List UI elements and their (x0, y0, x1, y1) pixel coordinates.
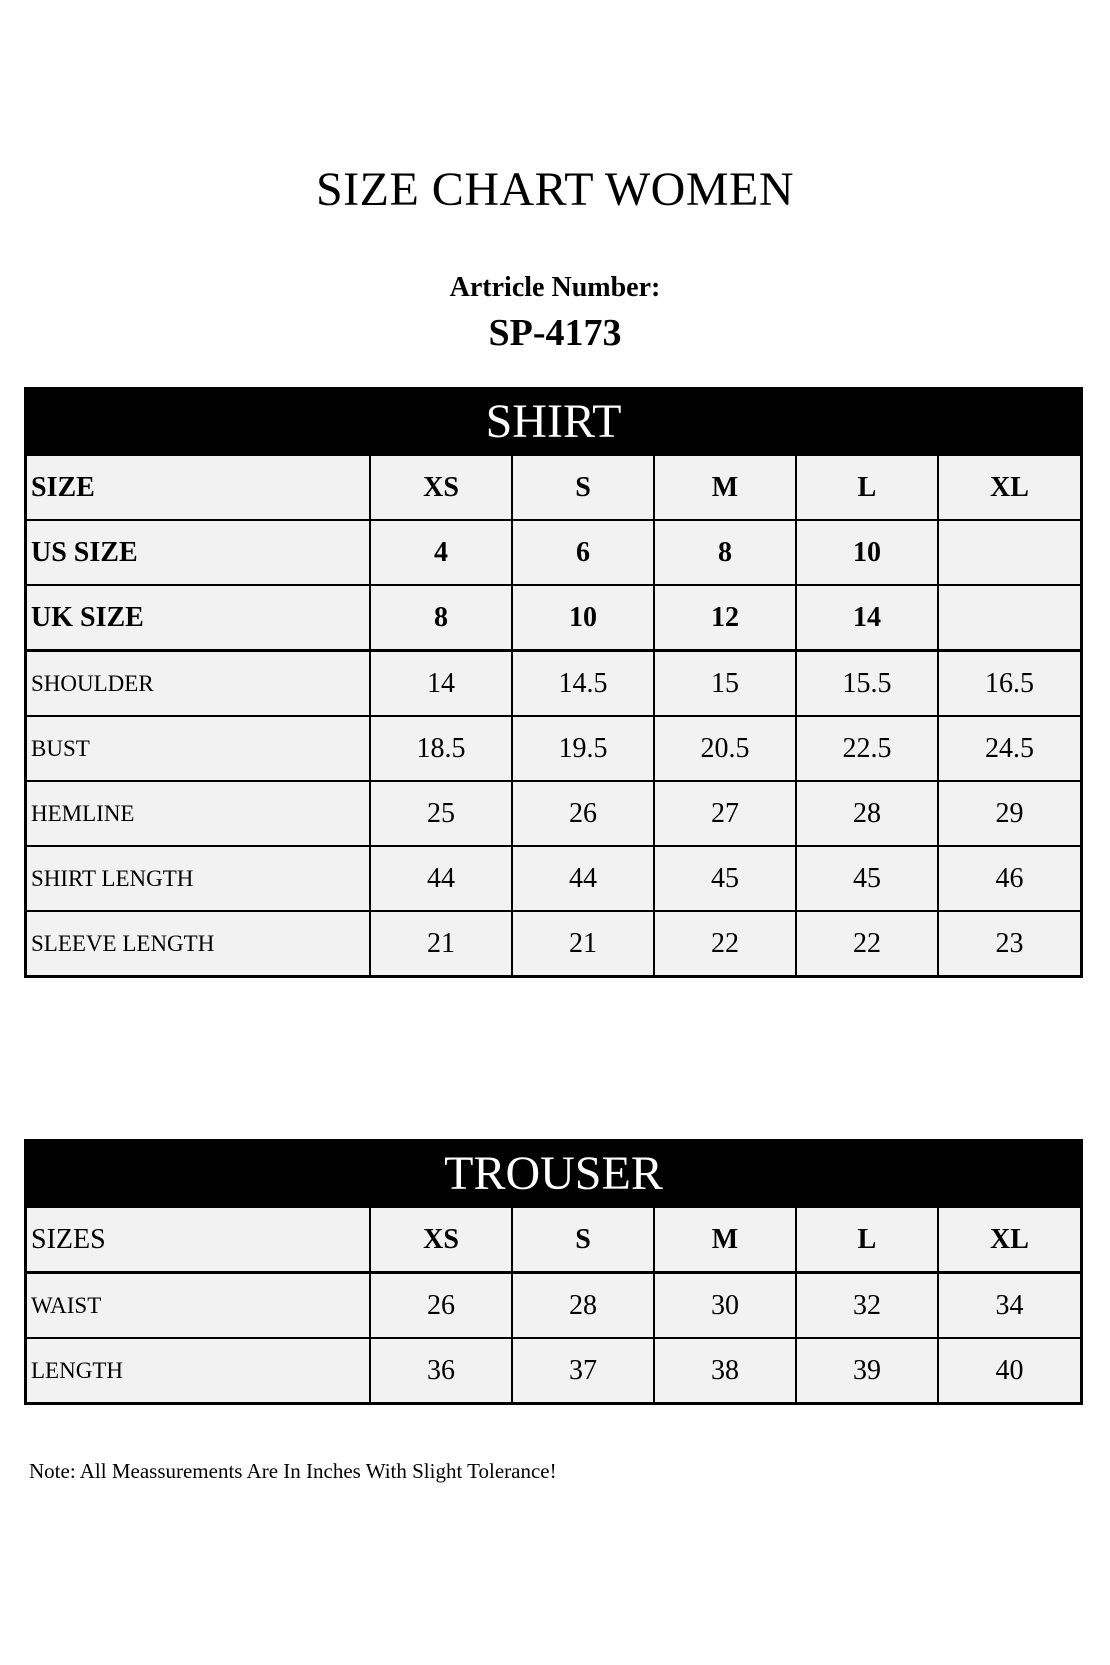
table-cell: 38 (654, 1338, 796, 1402)
row-label: WAIST (27, 1273, 370, 1339)
row-label: UK SIZE (27, 585, 370, 651)
table-cell: 21 (370, 911, 512, 975)
table-cell: 20.5 (654, 716, 796, 781)
table-cell: 29 (938, 781, 1080, 846)
table-cell: 27 (654, 781, 796, 846)
row-label: SIZE (27, 456, 370, 520)
table-cell: 39 (796, 1338, 938, 1402)
measurement-note: Note: All Meassurements Are In Inches With Slight Tolerance! (29, 1459, 557, 1483)
table-cell: 45 (654, 846, 796, 911)
trouser-heading: TROUSER (27, 1142, 1080, 1208)
table-row (27, 1338, 1080, 1402)
table-cell: 40 (938, 1338, 1080, 1402)
table-cell: 23 (938, 911, 1080, 975)
row-label: SHOULDER (27, 651, 370, 717)
table-row (27, 520, 1080, 585)
table-row (27, 846, 1080, 911)
table-cell: 25 (370, 781, 512, 846)
shirt-size-header-row (27, 456, 1080, 520)
trouser-size-header-row (27, 1208, 1080, 1273)
table-cell: 12 (654, 585, 796, 651)
shirt-heading: SHIRT (27, 390, 1080, 456)
table-cell: 32 (796, 1273, 938, 1339)
size-cell: L (796, 456, 938, 520)
table-cell: 16.5 (938, 651, 1080, 717)
article-number: SP-4173 (488, 312, 622, 354)
shirt-size-chart (24, 387, 1083, 978)
table-cell: 24.5 (938, 716, 1080, 781)
trouser-table (27, 1208, 1080, 1402)
table-cell: 19.5 (512, 716, 654, 781)
table-cell: 10 (512, 585, 654, 651)
table-cell: 30 (654, 1273, 796, 1339)
table-cell: 4 (370, 520, 512, 585)
table-row (27, 911, 1080, 975)
table-cell: 8 (370, 585, 512, 651)
page-title: SIZE CHART WOMEN (315, 163, 794, 216)
size-cell: S (512, 1208, 654, 1273)
table-cell: 14.5 (512, 651, 654, 717)
row-label: SHIRT LENGTH (27, 846, 370, 911)
table-cell: 37 (512, 1338, 654, 1402)
table-cell: 18.5 (370, 716, 512, 781)
table-cell: 26 (512, 781, 654, 846)
table-cell: 22.5 (796, 716, 938, 781)
table-cell: 10 (796, 520, 938, 585)
article-number-label: Artricle Number: (449, 272, 661, 303)
size-cell: XS (370, 456, 512, 520)
size-cell: XS (370, 1208, 512, 1273)
table-row (27, 781, 1080, 846)
table-row (27, 585, 1080, 651)
table-cell: 44 (370, 846, 512, 911)
table-cell: 28 (796, 781, 938, 846)
row-label: SLEEVE LENGTH (27, 911, 370, 975)
size-cell: S (512, 456, 654, 520)
table-cell: 14 (796, 585, 938, 651)
size-cell: M (654, 1208, 796, 1273)
table-cell: 22 (796, 911, 938, 975)
row-label: HEMLINE (27, 781, 370, 846)
table-cell: 21 (512, 911, 654, 975)
table-cell: 6 (512, 520, 654, 585)
table-cell: 14 (370, 651, 512, 717)
shirt-table (27, 456, 1080, 975)
table-row (27, 651, 1080, 717)
table-cell: 46 (938, 846, 1080, 911)
table-row (27, 716, 1080, 781)
table-cell: 34 (938, 1273, 1080, 1339)
table-cell: 44 (512, 846, 654, 911)
row-label: SIZES (27, 1208, 370, 1273)
row-label: US SIZE (27, 520, 370, 585)
size-cell: M (654, 456, 796, 520)
table-cell: 26 (370, 1273, 512, 1339)
table-cell: 22 (654, 911, 796, 975)
table-cell: 28 (512, 1273, 654, 1339)
trouser-size-chart (24, 1139, 1083, 1405)
table-row (27, 1273, 1080, 1339)
table-cell: 15.5 (796, 651, 938, 717)
table-cell: 45 (796, 846, 938, 911)
size-cell: XL (938, 456, 1080, 520)
table-cell (938, 585, 1080, 651)
size-cell: L (796, 1208, 938, 1273)
table-cell: 8 (654, 520, 796, 585)
table-cell: 36 (370, 1338, 512, 1402)
row-label: LENGTH (27, 1338, 370, 1402)
size-cell: XL (938, 1208, 1080, 1273)
row-label: BUST (27, 716, 370, 781)
table-cell (938, 520, 1080, 585)
table-cell: 15 (654, 651, 796, 717)
